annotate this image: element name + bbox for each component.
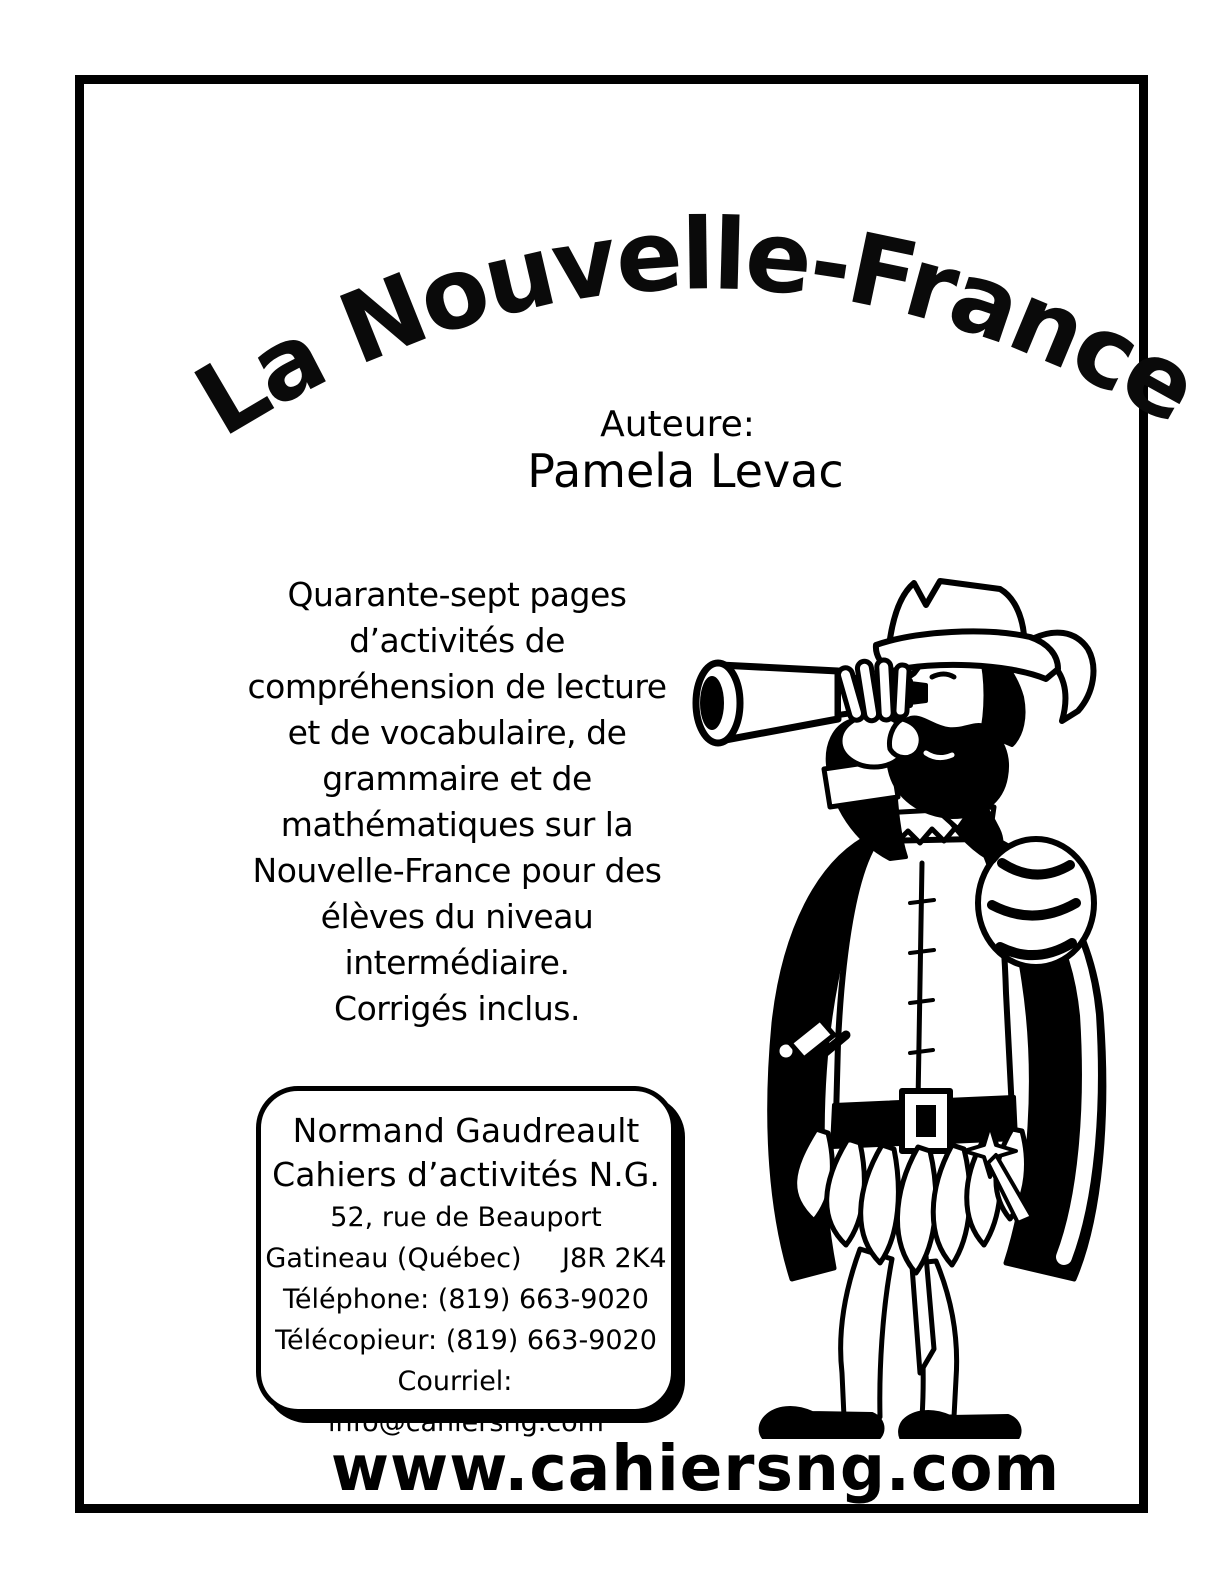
author-name: Pamela Levac <box>527 444 844 498</box>
email-line: Courriel: info@cahiersng.com <box>328 1366 604 1438</box>
publisher-name: Normand Gaudreault <box>292 1111 640 1150</box>
description-line: grammaire et de <box>322 759 592 798</box>
publisher-contact-card <box>256 1086 676 1438</box>
description-line: mathématiques sur la <box>280 805 634 844</box>
book-description <box>232 572 682 1032</box>
publisher-company: Cahiers d’activités N.G. <box>272 1155 660 1194</box>
website-url: www.cahiersng.com <box>330 1432 1061 1505</box>
description-line: Corrigés inclus. <box>334 989 580 1028</box>
description-line: élèves du niveau <box>320 897 594 936</box>
description-line: Quarante-sept pages <box>287 575 627 614</box>
description-line: Nouvelle-France pour des <box>252 851 662 890</box>
explorer-with-spyglass-icon <box>676 573 1118 1439</box>
address-street: 52, rue de Beauport <box>330 1202 602 1233</box>
description-line: intermédiaire. <box>344 943 570 982</box>
description-line: compréhension de lecture <box>247 667 667 706</box>
fax-line: Télécopieur: (819) 663-9020 <box>275 1325 657 1356</box>
author-label: Auteure: <box>600 404 755 445</box>
phone-line: Téléphone: (819) 663-9020 <box>283 1284 649 1315</box>
description-line: et de vocabulaire, de <box>287 713 627 752</box>
page-border-frame <box>75 75 1214 1513</box>
description-line: d’activités de <box>349 621 565 660</box>
address-city-postal: Gatineau (Québec) J8R 2K4 <box>265 1243 667 1274</box>
page-title-text: La Nouvelle-France <box>177 198 1214 460</box>
